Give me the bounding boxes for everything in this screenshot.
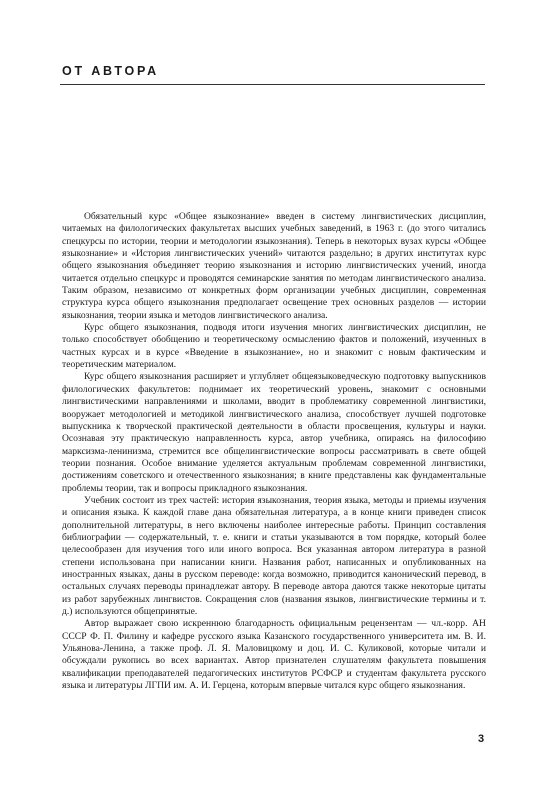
title-divider [60, 84, 485, 85]
page-number: 3 [478, 733, 485, 745]
paragraph-course-generalization: Курс общего языкознания, подводя итоги изучения многих лингвистических дисциплин, не только способствует обобщению и теоретическому осмыслению фактов и положений, изученных в частных курсах и в курсе «Введение в языкознание», но и знакомит с новым фактическим и теоретическим материалом. [62, 322, 486, 371]
page-title: ОТ АВТОРА [62, 64, 159, 78]
paragraph-book-structure: Учебник состоит из трех частей: история языкознания, теория языка, методы и приемы изучения и описания языка. К каждой главе дана обязательная литература, а в конце книги приведен список дополнительной литературы, в него включены наиболее интересные работы. Принцип составления библиографии — содержательный, т. е. книги и статьи указываются в том порядке, который более целесообразен для изучения того или иного вопроса. Вся указанная автором литература в разной степени использована при написании книги. Названия работ, написанных и опубликованных на иностранных языках, даны в русском переводе: когда возможно, приводится канонический перевод, в остальных случаях переводы принадлежат автору. В переводе автора даются также некоторые цитаты из работ зарубежных лингвистов. Сокращения слов (названия языков, лингвистические термины и т. д.) используются общепринятые. [62, 494, 486, 617]
paragraph-acknowledgements: Автор выражает свою искреннюю благодарность официальным рецензентам — чл.-корр. АН СССР Ф. П. Филину и кафедре русского языка Казанского государственного университета им. В. И. Ульянова-Ленина, а также проф. Л. Я. Маловицкому и доц. И. С. Куликовой, которые читали и обсуждали рукопись во всех вариантах. Автор признателен слушателям факультета повышения квалификации преподавателей педагогических институтов РСФСР и студентам факультета русского языка и литературы ЛГПИ им. А. И. Герцена, которым впервые читался курс общего языкознания. [62, 618, 486, 692]
paragraph-course-introduction: Обязательный курс «Общее языкознание» введен в систему лингвистических дисциплин, читаемых на филологических факультетах высших учебных заведений, в 1963 г. (до этого читались спецкурсы по истории, теории и методологии языкознания). Теперь в некоторых вузах курсы «Общее языкознание» и «История лингвистических учений» читаются раздельно; в других институтах курс общего языкознания объединяет теорию языкознания и историю лингвистических учений, иногда читается отдельно спецкурс и проводятся семинарские занятия по методам лингвистического анализа. Таким образом, независимо от конкретных форм организации учебных дисциплин, современная структура курса общего языкознания предполагает освещение трех основных разделов — истории языкознания, теории языка и методов лингвистического анализа. [62, 211, 486, 321]
preface-body [62, 211, 486, 692]
paragraph-course-goals: Курс общего языкознания расширяет и углубляет общеязыковедческую подготовку выпускников филологических факультетов: поднимает их теоретический уровень, знакомит с основными лингвистическими направлениями и школами, вводит в проблематику современной лингвистики, вооружает методологией и методикой лингвистического анализа, способствует лучшей подготовке выпускника к творческой практической деятельности в области просвещения, культуры и науки. Осознавая эту практическую направленность курса, автор учебника, опираясь на философию марксизма-ленинизма, стремится все общелингвистические вопросы рассматривать в свете общей теории познания. Особое внимание уделяется актуальным проблемам современной лингвистики, достижениям советского и отечественного языкознания; в книге представлены как фундаментальные проблемы теории, так и вопросы прикладного языкознания. [62, 371, 486, 494]
